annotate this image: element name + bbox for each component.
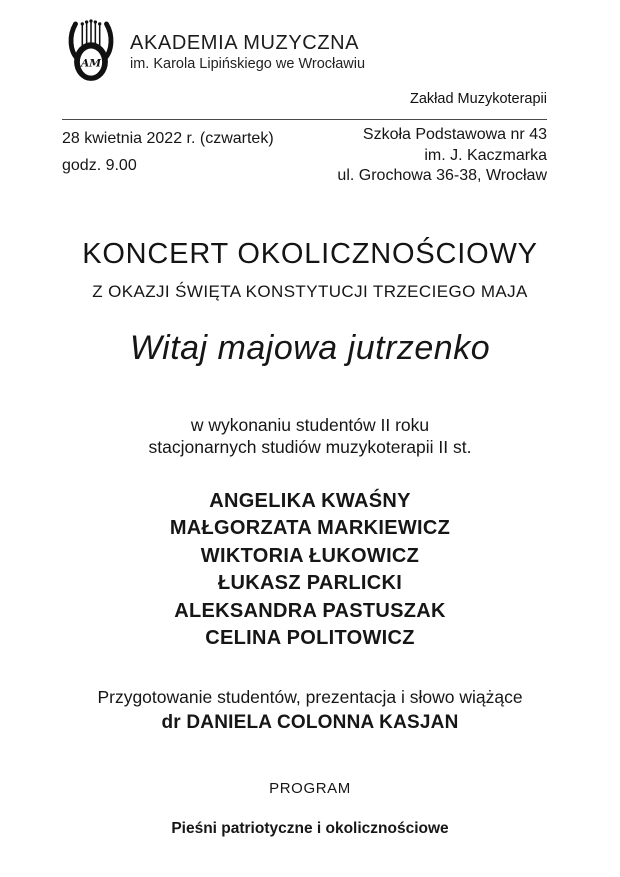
performer-name: ŁUKASZ PARLICKI: [217, 572, 403, 594]
performer-name: MAŁGORZATA MARKIEWICZ: [169, 517, 451, 539]
credits-label: Przygotowanie studentów, prezentacja i słowo wiążące: [97, 686, 523, 707]
venue-line: ul. Grochowa 36-38, Wrocław: [337, 167, 547, 184]
academy-brand: [62, 18, 547, 82]
venue-line: Szkoła Podstawowa nr 43: [362, 126, 547, 143]
event-date: 28 kwietnia 2022 r. (czwartek): [62, 130, 274, 147]
performer-name: ANGELIKA KWAŚNY: [209, 489, 411, 512]
performers-intro-line: w wykonaniu studentów II roku: [190, 414, 430, 435]
program-description: Pieśni patriotyczne i okolicznościowe: [171, 819, 449, 837]
performers-list: [30, 488, 590, 653]
event-time: godz. 9.00: [62, 157, 137, 174]
department-name: Zakład Muzykoterapii: [410, 91, 547, 107]
event-venue: [337, 125, 547, 187]
letterhead: [0, 0, 620, 187]
academy-name: AKADEMIA MUZYCZNA: [130, 32, 360, 55]
program-heading: PROGRAM: [269, 779, 351, 797]
performer-name: CELINA POLITOWICZ: [205, 627, 415, 649]
credits-name: dr DANIELA COLONNA KASJAN: [161, 711, 459, 733]
academy-name-block: [130, 26, 365, 73]
performers-intro: [30, 414, 590, 459]
concert-subtitle: Z OKAZJI ŚWIĘTA KONSTYTUCJI TRZECIEGO MAJA: [92, 281, 528, 301]
header-divider: [62, 119, 547, 120]
performer-name: WIKTORIA ŁUKOWICZ: [200, 544, 420, 567]
concert-title: KONCERT OKOLICZNOŚCIOWY: [82, 237, 538, 270]
performer-name: ALEKSANDRA PASTUSZAK: [174, 599, 446, 622]
academy-subtitle: im. Karola Lipińskiego we Wrocławiu: [130, 56, 366, 73]
performers-intro-line: stacjonarnych studiów muzykoterapii II st.: [148, 437, 472, 457]
credits-block: [30, 686, 590, 734]
logo-monogram-text: AM: [80, 56, 102, 70]
program-content: [0, 238, 620, 838]
event-datetime: [62, 125, 274, 187]
concert-theme-title: Witaj majowa jutrzenko: [129, 328, 491, 367]
lyre-logo-icon: [62, 18, 120, 82]
event-meta: [62, 125, 547, 187]
venue-line: im. J. Kaczmarka: [424, 146, 547, 164]
